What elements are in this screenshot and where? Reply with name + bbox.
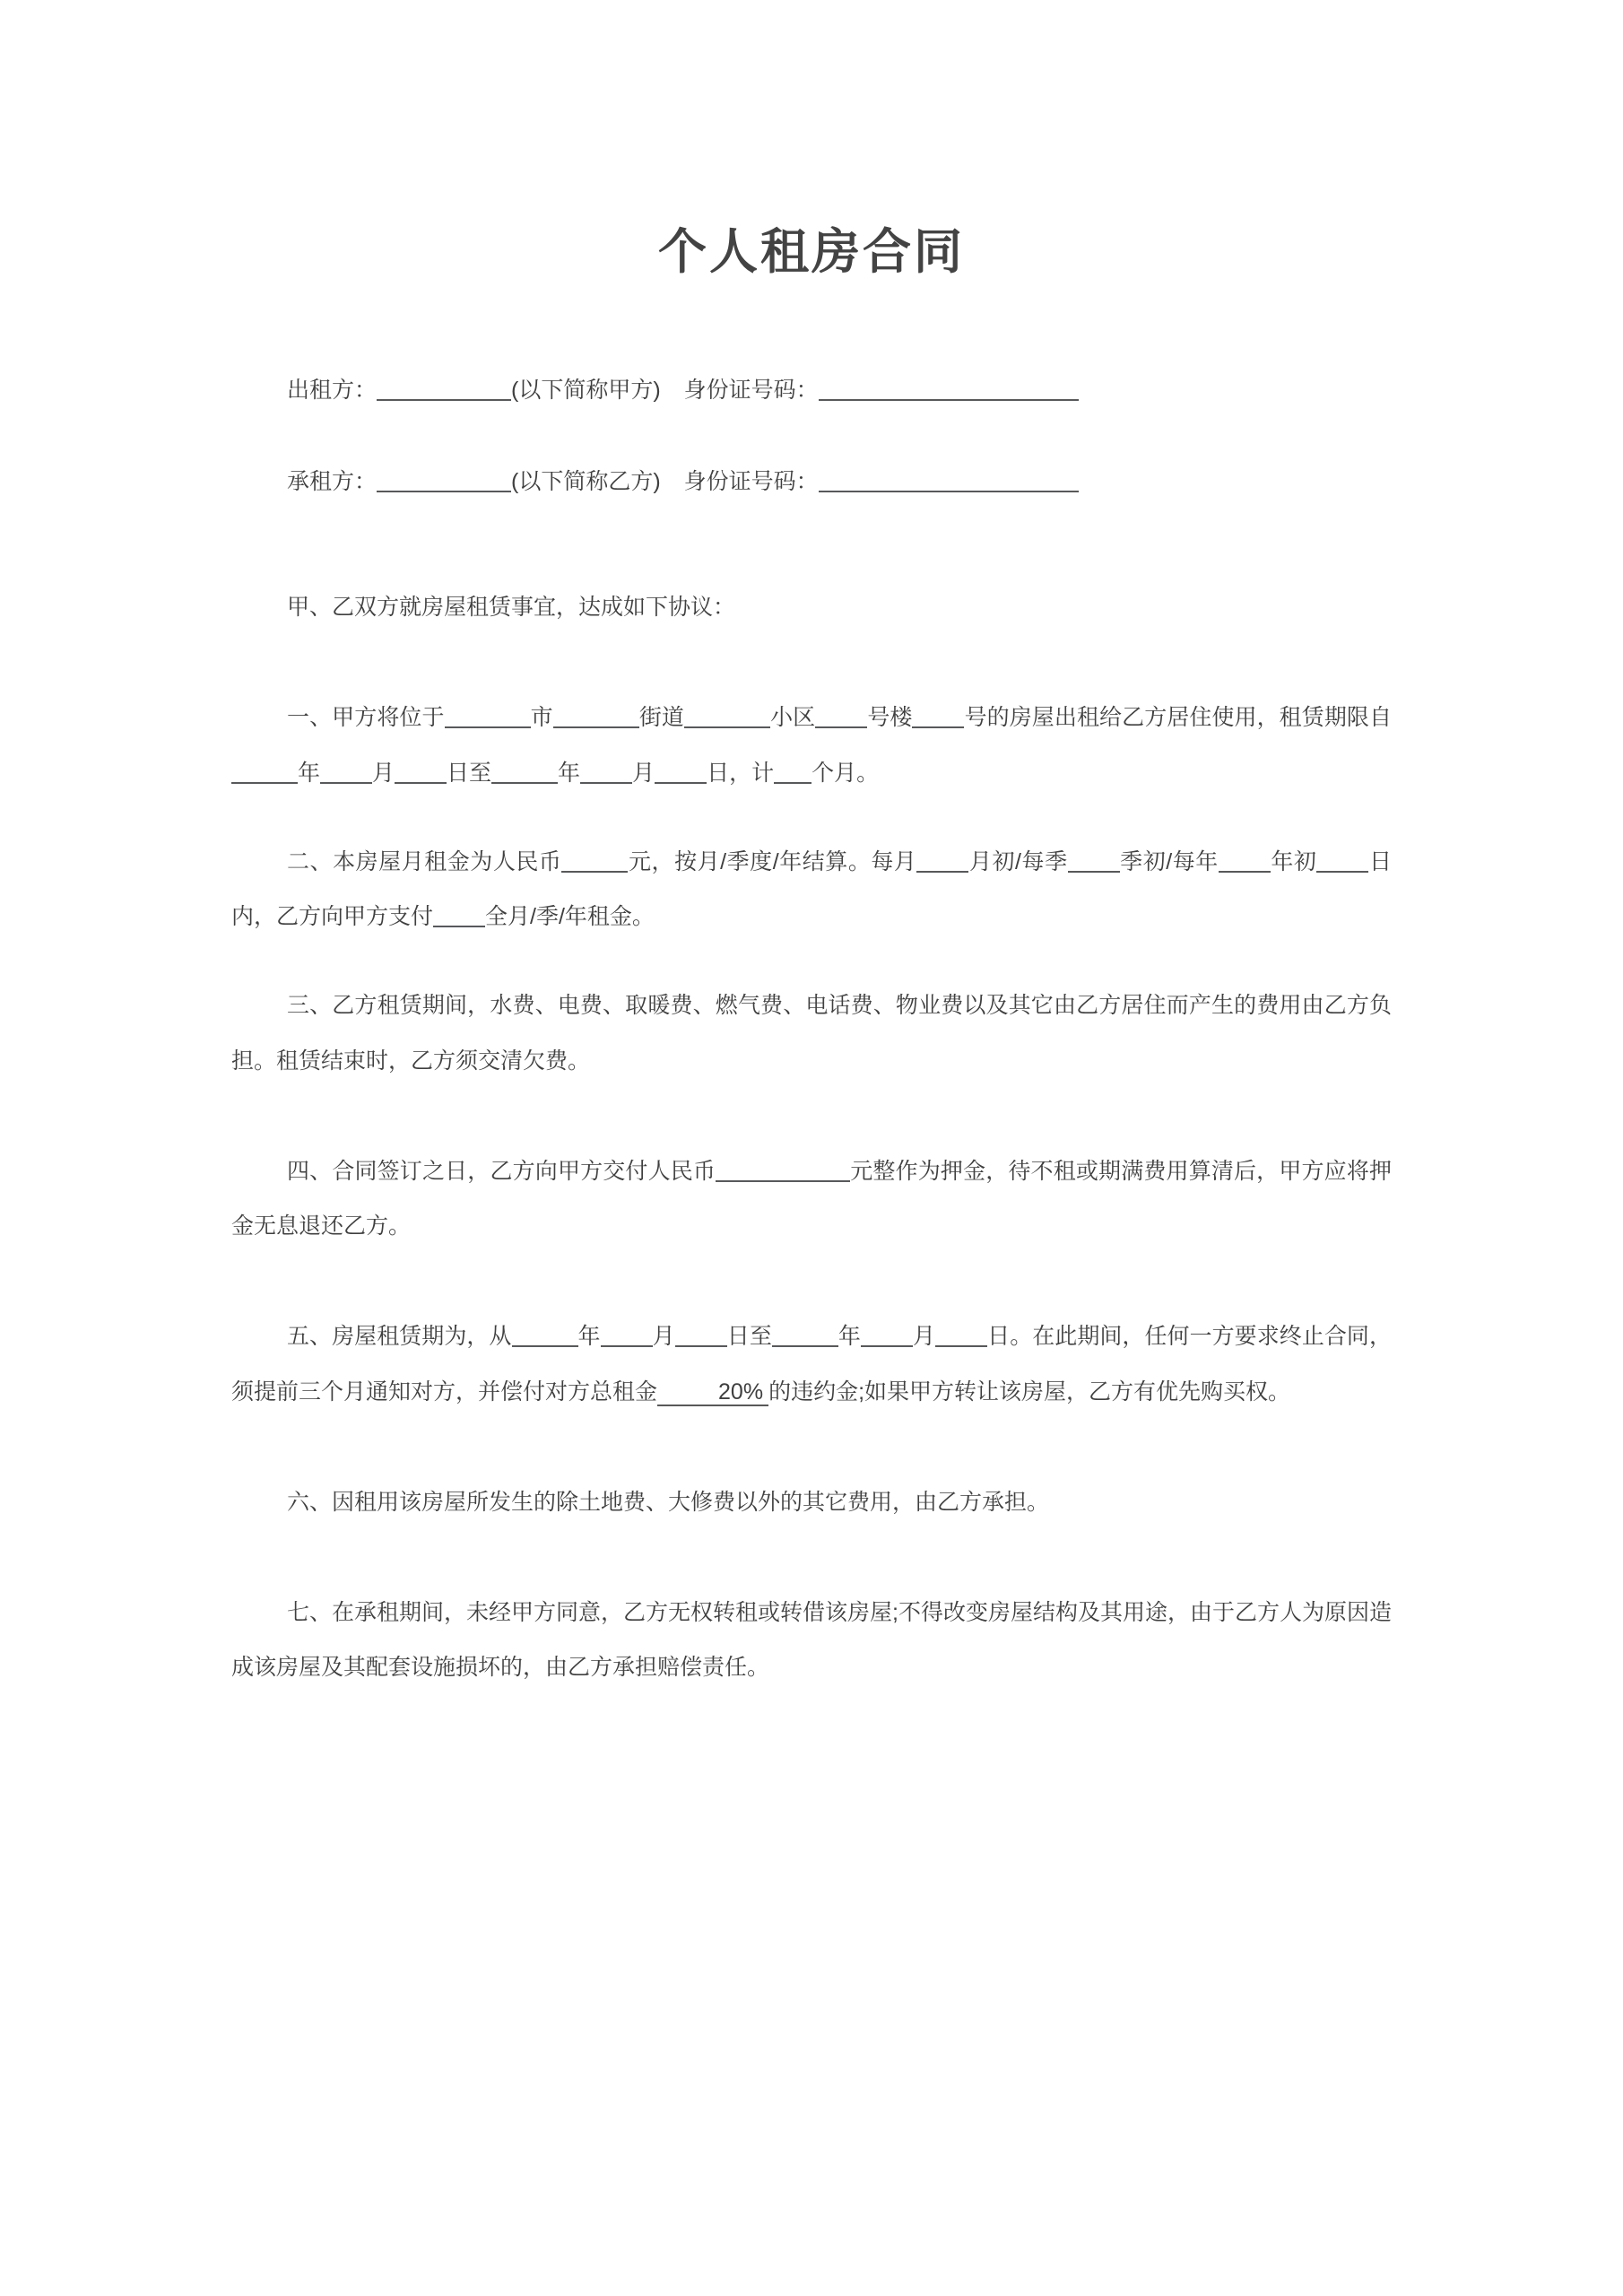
lessor-name-blank[interactable] (377, 381, 511, 401)
clause-1-seg1: 一、甲方将位于 (287, 705, 445, 731)
clause-2-seg6: 日内，乙方向甲方支付 (231, 848, 1392, 930)
clause-5-start-year-blank[interactable] (512, 1327, 578, 1347)
clause-4-seg2: 元整作为押金，待不租或期满费用算清后，甲方应将押金无息退还乙方。 (231, 1158, 1392, 1239)
clause-5-seg6: 月 (912, 1324, 936, 1350)
clause-1-start-year-blank[interactable] (231, 764, 298, 784)
contract-body (231, 580, 1392, 1696)
clause-5-seg2: 年 (577, 1324, 601, 1350)
clause-2-seg1: 二、本房屋月租金为人民币 (287, 848, 562, 874)
clause-1-seg2: 市 (530, 705, 553, 731)
clause-5-start-month-blank[interactable] (601, 1327, 653, 1347)
clause-5-seg8: 的违约金;如果甲方转让该房屋，乙方有优先购买权。 (768, 1378, 1291, 1405)
clause-1-seg12: 日，计 (707, 760, 775, 786)
clause-1-start-day-blank[interactable] (395, 764, 447, 784)
clause-5-penalty-rate-value[interactable]: 20% (657, 1379, 768, 1407)
clause-2-days-blank[interactable] (1316, 853, 1368, 873)
clause-1-seg8: 月 (372, 760, 395, 786)
clause-1-seg11: 月 (632, 760, 655, 786)
clause-2-seg4: 季初/每年 (1119, 848, 1219, 874)
clause-1-seg7: 年 (298, 760, 321, 786)
clause-1-room-blank[interactable] (912, 709, 964, 728)
clause-1-seg13: 个月。 (812, 760, 880, 786)
lessor-id-label: 身份证号码： (683, 378, 819, 404)
clause-1-end-month-blank[interactable] (580, 764, 632, 784)
lessor-alias-note: (以下简称甲方) (511, 378, 661, 404)
lessee-line (231, 461, 1392, 504)
clause-1-seg6: 号的房屋出租给乙方居住使用，租赁期限自 (964, 705, 1392, 731)
preamble-paragraph: 甲、乙双方就房屋租赁事宜，达成如下协议： (287, 595, 736, 621)
clause-2-seg3: 月初/每季 (968, 848, 1068, 874)
clause-5-seg5: 年 (838, 1324, 861, 1350)
clause-6: 六、因租用该房屋所发生的除土地费、大修费以外的其它费用，由乙方承担。 (287, 1489, 1050, 1515)
clause-2-seg7: 全月/季/年租金。 (485, 904, 655, 930)
clause-1-street-blank[interactable] (553, 709, 639, 728)
lessee-id-label: 身份证号码： (683, 468, 819, 494)
clause-1 (231, 691, 1392, 801)
parties-section (231, 370, 1392, 503)
clause-5-seg4: 日至 (726, 1324, 772, 1350)
clause-1-end-year-blank[interactable] (491, 764, 558, 784)
clause-1-seg4: 小区 (769, 705, 816, 731)
clause-5-seg7: 日。在此期间，任何一方要求终止合同，须提前三个月通知对方，并偿付对方总租金 (231, 1324, 1392, 1405)
clause-2-payment-blank[interactable] (433, 908, 485, 927)
lessor-label: 出租方： (287, 378, 378, 404)
clause-1-seg10: 年 (558, 760, 581, 786)
clause-1-end-day-blank[interactable] (655, 764, 707, 784)
clause-1-start-month-blank[interactable] (320, 764, 372, 784)
clause-1-months-blank[interactable] (774, 764, 812, 784)
clause-5-seg1: 五、房屋租赁期为，从 (287, 1324, 512, 1350)
lessor-line (231, 370, 1392, 413)
clause-4 (231, 1144, 1392, 1255)
clause-5-end-month-blank[interactable] (861, 1327, 913, 1347)
lessee-label: 承租方： (287, 468, 378, 494)
clause-1-seg3: 街道 (638, 705, 684, 731)
clause-2-quarterly-blank[interactable] (1068, 853, 1120, 873)
clause-2-seg5: 年初 (1270, 848, 1317, 874)
clause-5-end-year-blank[interactable] (772, 1327, 838, 1347)
clause-2-seg2: 元，按月/季度/年结算。每月 (628, 848, 917, 874)
clause-5 (231, 1309, 1392, 1420)
clause-2-monthly-blank[interactable] (916, 853, 968, 873)
page-title: 个人租房合同 (658, 225, 965, 279)
clause-1-community-blank[interactable] (684, 709, 770, 728)
lessee-alias-note: (以下简称乙方) (511, 468, 661, 494)
clause-4-seg1: 四、合同签订之日，乙方向甲方交付人民币 (287, 1158, 716, 1184)
clause-1-seg5: 号楼 (867, 705, 913, 731)
clause-1-seg9: 日至 (447, 760, 492, 786)
lessee-name-blank[interactable] (377, 473, 511, 492)
clause-3: 三、乙方租赁期间，水费、电费、取暖费、燃气费、电话费、物业费以及其它由乙方居住而产生的费用由乙方负担。租赁结束时，乙方须交清欠费。 (231, 993, 1392, 1074)
lessee-id-blank[interactable] (819, 473, 1079, 492)
clause-5-start-day-blank[interactable] (675, 1327, 727, 1347)
clause-5-seg3: 月 (652, 1324, 675, 1350)
clause-1-building-blank[interactable] (815, 709, 867, 728)
clause-2-rent-amount-blank[interactable] (561, 853, 628, 873)
clause-7: 七、在承租期间，未经甲方同意，乙方无权转租或转借该房屋;不得改变房屋结构及其用途，由于乙方人为原因造成该房屋及其配套设施损坏的，由乙方承担赔偿责任。 (231, 1600, 1392, 1681)
lessor-id-blank[interactable] (819, 381, 1079, 401)
clause-1-city-blank[interactable] (445, 709, 531, 728)
clause-2-yearly-blank[interactable] (1219, 853, 1271, 873)
clause-5-end-day-blank[interactable] (935, 1327, 987, 1347)
clause-2 (231, 835, 1392, 945)
clause-4-deposit-blank[interactable] (716, 1162, 850, 1182)
